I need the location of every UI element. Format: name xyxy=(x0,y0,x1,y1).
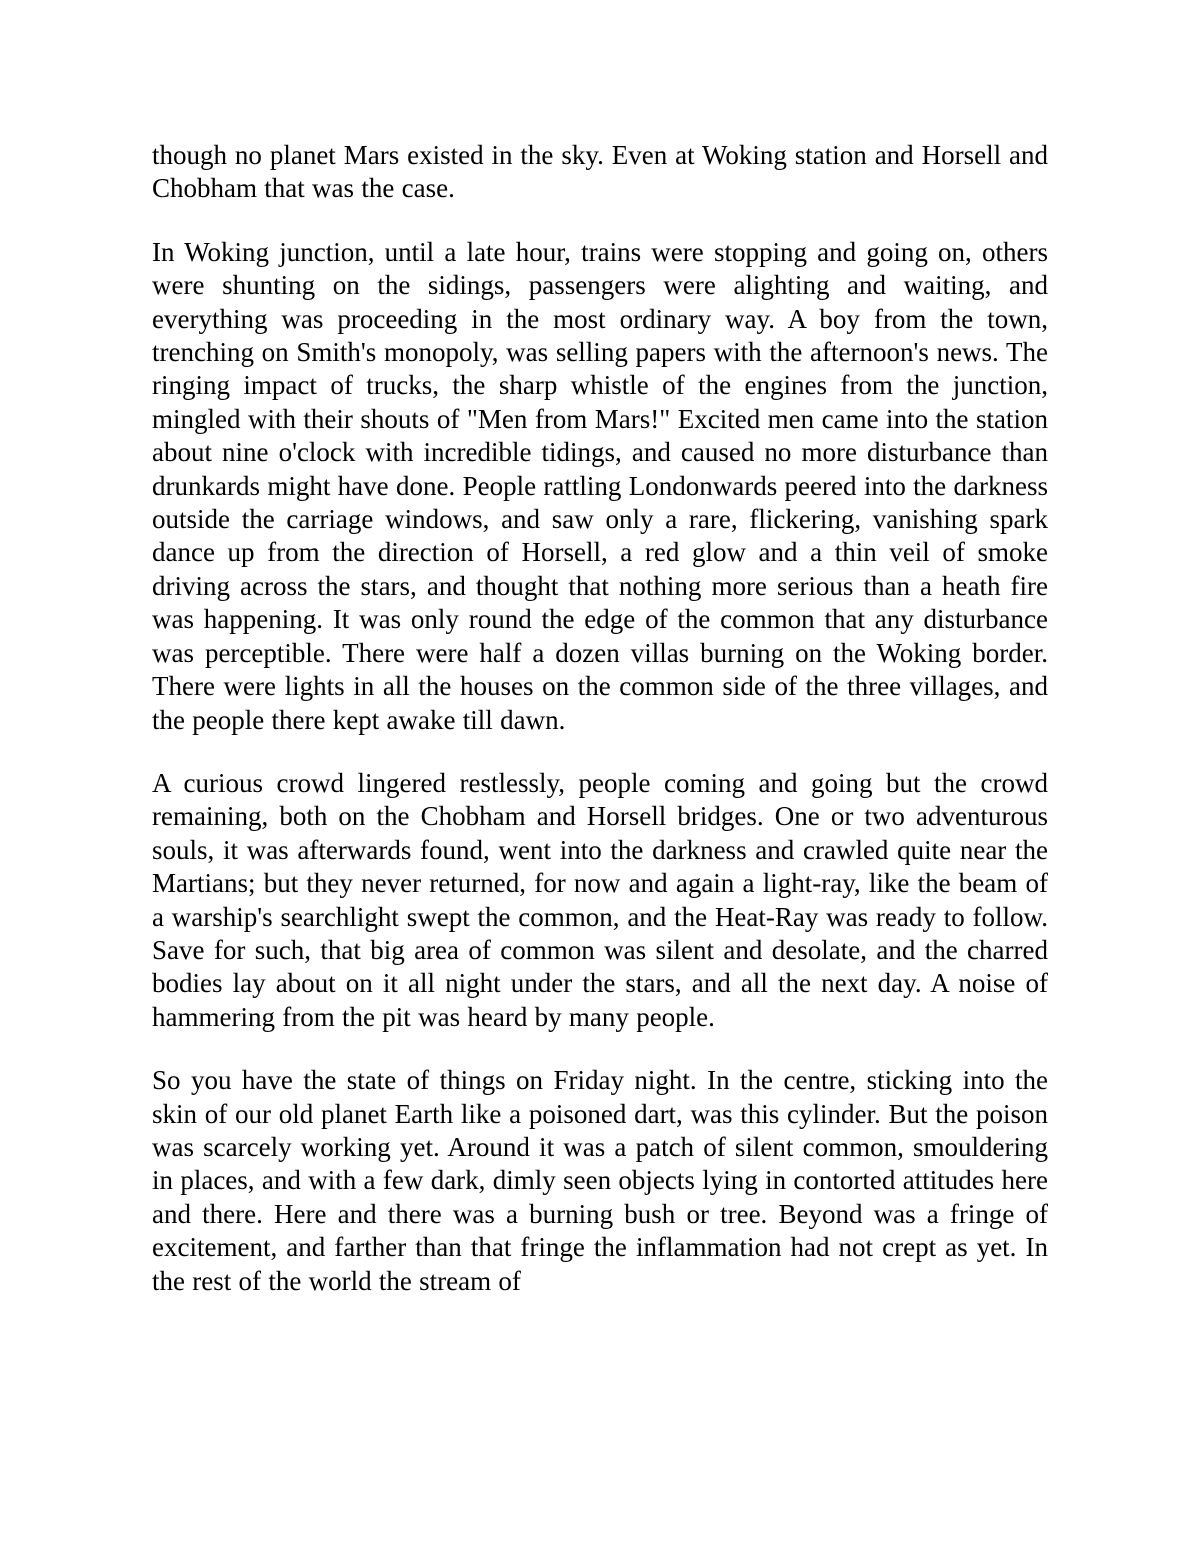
body-paragraph-3: A curious crowd lingered restlessly, people coming and going but the crowd remaining, both on the Chobham and Horsell bridges. One or two adventurous souls, it was afterwards found, went into the darkness and crawled quite near the Martians; but they never returned, for now and again a light-ray, like the beam of a warship's searchlight swept the common, and the Heat-Ray was ready to follow. Save for such, that big area of common was silent and desolate, and the charred bodies lay about on it all night under the stars, and all the next day. A noise of hammering from the pit was heard by many people. xyxy=(152,767,1048,1032)
body-paragraph-4: So you have the state of things on Friday night. In the centre, sticking into the skin of our old planet Earth like a poisoned dart, was this cylinder. But the poison was scarcely working yet. Around it was a patch of silent common, smouldering in places, and with a few dark, dimly seen objects lying in contorted attitudes here and there. Here and there was a burning bush or tree. Beyond was a fringe of excitement, and farther than that fringe the inflammation had not crept as yet. In the rest of the world the stream of xyxy=(152,1065,1048,1296)
body-paragraph-2: In Woking junction, until a late hour, trains were stopping and going on, others were shunting on the sidings, passengers were alighting and waiting, and everything was proceeding in the most ordinary way. A boy from the town, trenching on Smith's monopoly, was selling papers with the afternoon's news. The ringing impact of trucks, the sharp whistle of the engines from the junction, mingled with their shouts of "Men from Mars!" Excited men came into the station about nine o'clock with incredible tidings, and caused no more disturbance than drunkards might have done. People rattling Londonwards peered into the darkness outside the carriage windows, and saw only a rare, flickering, vanishing spark dance up from the direction of Horsell, a red glow and a thin veil of smoke driving across the stars, and thought that nothing more serious than a heath fire was happening. It was only round the edge of the common that any disturbance was perceptible. There were half a dozen villas burning on the Woking border. There were lights in all the houses on the common side of the three villages, and the people there kept awake till dawn. xyxy=(152,236,1048,735)
body-paragraph-1: though no planet Mars existed in the sky. Even at Woking station and Horsell and Chobham that was the case. xyxy=(152,140,1048,204)
